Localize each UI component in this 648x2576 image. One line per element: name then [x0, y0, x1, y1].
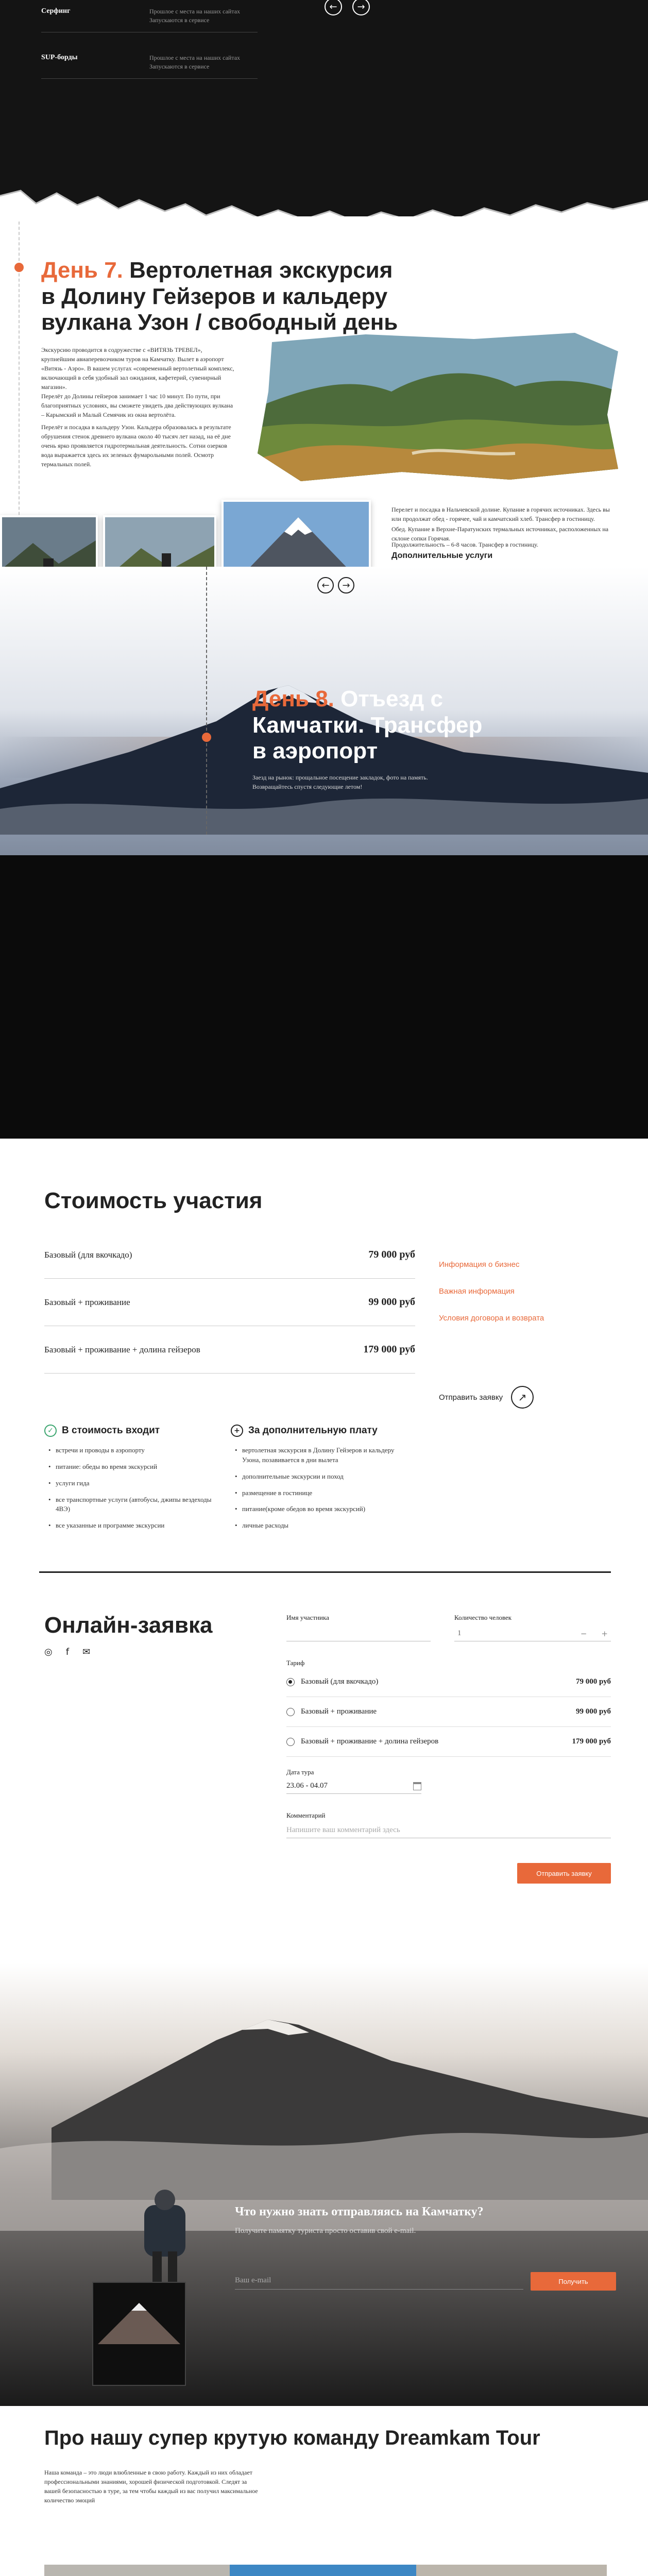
email-input[interactable]: Ваш e-mail: [235, 2272, 523, 2290]
info-link[interactable]: Важная информация: [439, 1287, 515, 1296]
plus-icon[interactable]: +: [601, 1629, 608, 1638]
list-item: • дополнительные экскурсии и поход: [234, 1472, 404, 1482]
memo-subtitle: Получите памятку туриста просто оставив свой e-mail.: [235, 2227, 416, 2235]
route-line: [206, 567, 207, 835]
route-dot: [14, 263, 24, 272]
check-icon: ✓: [44, 1425, 57, 1437]
qty-value: 1: [457, 1629, 462, 1637]
form-title: Онлайн-заявка: [44, 1613, 213, 1638]
instagram-icon[interactable]: ◎: [44, 1647, 53, 1657]
arrow-left-icon: ←: [329, 1, 337, 12]
tariff-price: 99 000 руб: [576, 1707, 611, 1716]
included-list: [47, 1446, 217, 1537]
tariff-label-text: Базовый + проживание + долина гейзеров: [301, 1737, 439, 1745]
info-link[interactable]: Информация о бизнес: [439, 1260, 520, 1269]
list-item: • все указанные и программе экскурсии: [47, 1521, 217, 1531]
prev-arrow-button[interactable]: [317, 577, 334, 594]
plus-icon: +: [231, 1425, 243, 1437]
team-section: [0, 2406, 648, 2576]
extra-pay-title: + За дополнительную плату: [231, 1425, 378, 1437]
list-item: • размещение в гостинице: [234, 1488, 404, 1498]
day7-paragraph: Перелёт до Долины гейзеров занимает 1 час 10 минут. По пути, при благоприятных условиях, вы сможете увидеть два действующих вулкана – Карымский и Малый Семячик из окна вертолёта.: [41, 393, 233, 418]
price-label: Базовый + проживание: [44, 1297, 130, 1307]
price-row: [44, 1326, 415, 1374]
price-title: Стоимость участия: [44, 1188, 263, 1213]
next-arrow-button[interactable]: [352, 0, 370, 15]
minus-icon[interactable]: −: [580, 1629, 587, 1638]
tour-photo: [103, 515, 216, 567]
divider: [39, 1571, 611, 1573]
day7-paragraph: Перелёт и посадка в кальдеру Узон. Кальдера образовалась в результате обрушения стенок древнего вулкана около 40 тысяч лет назад, на её дне очень ярко проявляется гидротермальная деятельность. Сотни озерков вода выражается здесь их зеленых фумарольными полей. Осмотр термальных полей.: [41, 423, 231, 468]
price-row: [44, 1231, 415, 1279]
radio[interactable]: [286, 1738, 295, 1746]
calendar-icon[interactable]: [413, 1782, 421, 1790]
date-label: Дата тура: [286, 1768, 314, 1776]
tariff-label: Тариф: [286, 1659, 305, 1667]
get-memo-button[interactable]: Получить: [531, 2272, 616, 2291]
list-item: • питание: обеды во время экскурсий: [47, 1462, 217, 1472]
mail-icon[interactable]: ✉: [82, 1647, 91, 1657]
team-desc: Наша команда – это люди влюбленные в свою работу. Каждый из них обладает профессиональными знаниями, хорошей физической подготовкой. Следят за вашей безопасностью в туре, за тем чтобы каждый из вас получил максимальное количество эмоций: [44, 2469, 258, 2504]
arrow-up-right-icon: ↗: [511, 1386, 534, 1409]
name-label: Имя участника: [286, 1614, 329, 1621]
radio[interactable]: [286, 1708, 295, 1716]
valley-photo: [258, 330, 618, 484]
submit-button[interactable]: Отправить заявку: [517, 1863, 611, 1884]
volcano-night-image: [0, 567, 648, 1139]
price-value: 79 000 руб: [368, 1249, 415, 1260]
list-item: • все транспортные услуги (автобусы, джипы вездеходы 4ВЭ): [47, 1495, 217, 1515]
option-name: Серфинг: [41, 7, 71, 15]
quantity-stepper[interactable]: [454, 1626, 611, 1641]
date-input[interactable]: [286, 1778, 421, 1794]
price-value: 179 000 руб: [363, 1344, 415, 1355]
list-item: • вертолетная экскурсия в Долину Гейзеров и кальдеру Узона, позавивается в дни вылета: [234, 1446, 404, 1465]
team-photo: [416, 2565, 607, 2576]
extra-pay-list: [234, 1446, 404, 1537]
arrow-left-icon: ←: [321, 580, 330, 591]
day7-section: [0, 216, 648, 567]
tariff-label-text: Базовый + проживание: [301, 1707, 377, 1716]
qty-label: Количество человек: [454, 1614, 512, 1621]
next-arrow-button[interactable]: [338, 577, 354, 594]
comment-label: Комментарий: [286, 1811, 326, 1819]
option-row: [41, 0, 258, 32]
price-label: Базовый (для вкочкадо): [44, 1249, 132, 1260]
team-photo: [44, 2565, 235, 2576]
tariff-price: 79 000 руб: [576, 1677, 611, 1686]
online-request-section: [0, 1571, 648, 1963]
option-desc: Прошлое с места на наших сайтах Запускаются в сервисе: [149, 8, 241, 24]
option-row: [41, 46, 258, 79]
day7-title: День 7. Вертолетная экскурсия в Долину Гейзеров и кальдеру вулкана Узон / свободный день: [41, 258, 398, 335]
list-item: • питание(кроме обедов во время экскурсий): [234, 1504, 404, 1514]
mountain-hiker-image: [0, 1963, 648, 2406]
tariff-option[interactable]: [286, 1667, 611, 1697]
date-value: 23.06 - 04.07: [286, 1782, 328, 1790]
team-member-card: [44, 2565, 235, 2576]
tariff-option[interactable]: [286, 1697, 611, 1727]
option-name: SUP-борды: [41, 54, 78, 61]
list-item: • встречи и проводы в аэропорту: [47, 1446, 217, 1455]
team-title: Про нашу супер крутую команду Dreamkam Tour: [44, 2427, 540, 2449]
day8-title: День 8. Отъезд с Камчатки. Трансфер в аэропорт: [252, 686, 483, 764]
price-section: [0, 1139, 648, 1571]
team-photo: [230, 2565, 421, 2576]
day7-paragraph: Продолжительность – 6-8 часов. Трансфер в гостиницу.: [391, 541, 538, 548]
option-desc: Прошлое с места на наших сайтах Запускаются в сервисе: [149, 54, 241, 70]
radio-selected[interactable]: [286, 1678, 295, 1686]
info-link[interactable]: Условия договора и возврата: [439, 1314, 544, 1323]
facebook-icon[interactable]: f: [65, 1647, 70, 1657]
team-member-card: [230, 2565, 421, 2576]
arrow-right-icon: →: [342, 580, 350, 591]
arrow-right-icon: →: [357, 1, 365, 12]
day7-paragraph: Экскурсию проводится в содружестве с «ВИТЯЗЬ ТРЕВЕЛ», крупнейшим авиаперевозчиком туров на Камчатку. Вылет в аэропорт «Витязь - Аэро». В вашем услугах «современный вертолетный комплекс, включающий в себя удобный зал ожидания, кафетерий, сувенирный магазин».: [41, 346, 234, 391]
day7-paragraph: Обед. Купание в Верхне-Паратунских термальных источниках, расположенных на склоне сопки Горячая.: [391, 526, 609, 542]
team-member-card: [416, 2565, 607, 2576]
route-dot: [202, 733, 211, 742]
day7-paragraph: Перелет и посадка в Нальчевской долине. Купание в горячих источниках. Здесь вы или продолжат обед - горячее, чай и камчатский хлеб. Трансфер в гостиницу.: [391, 506, 610, 522]
tariff-price: 179 000 руб: [572, 1737, 611, 1745]
tour-options-section: [0, 0, 648, 567]
extras-title: Дополнительные услуги: [391, 551, 493, 560]
memo-section: [0, 1963, 648, 2406]
tour-photo: [221, 500, 371, 567]
prev-arrow-button[interactable]: [325, 0, 342, 15]
tour-photo: [0, 515, 98, 567]
tariff-label-text: Базовый (для вкочкадо): [301, 1677, 379, 1686]
price-label: Базовый + проживание + долина гейзеров: [44, 1344, 200, 1354]
send-request-label: Отправить заявку: [439, 1393, 503, 1402]
name-input[interactable]: [286, 1626, 431, 1641]
list-item: • услуги гида: [47, 1479, 217, 1488]
social-icons: [44, 1647, 90, 1657]
day8-text: Заезд на рынок: прощальное посещение закладок, фото на память. Возвращайтесь спустя следующие летом!: [252, 774, 428, 790]
memo-title: Что нужно знать отправляясь на Камчатку?: [235, 2205, 484, 2218]
send-request-link[interactable]: [439, 1386, 534, 1409]
tariff-option[interactable]: [286, 1727, 611, 1757]
day8-section: [0, 567, 648, 1139]
comment-input[interactable]: Напишите ваш комментарий здесь: [286, 1823, 611, 1838]
price-row: [44, 1279, 415, 1326]
included-title: ✓ В стоимость входит: [44, 1425, 160, 1437]
price-value: 99 000 руб: [368, 1296, 415, 1308]
list-item: • личные расходы: [234, 1521, 404, 1531]
